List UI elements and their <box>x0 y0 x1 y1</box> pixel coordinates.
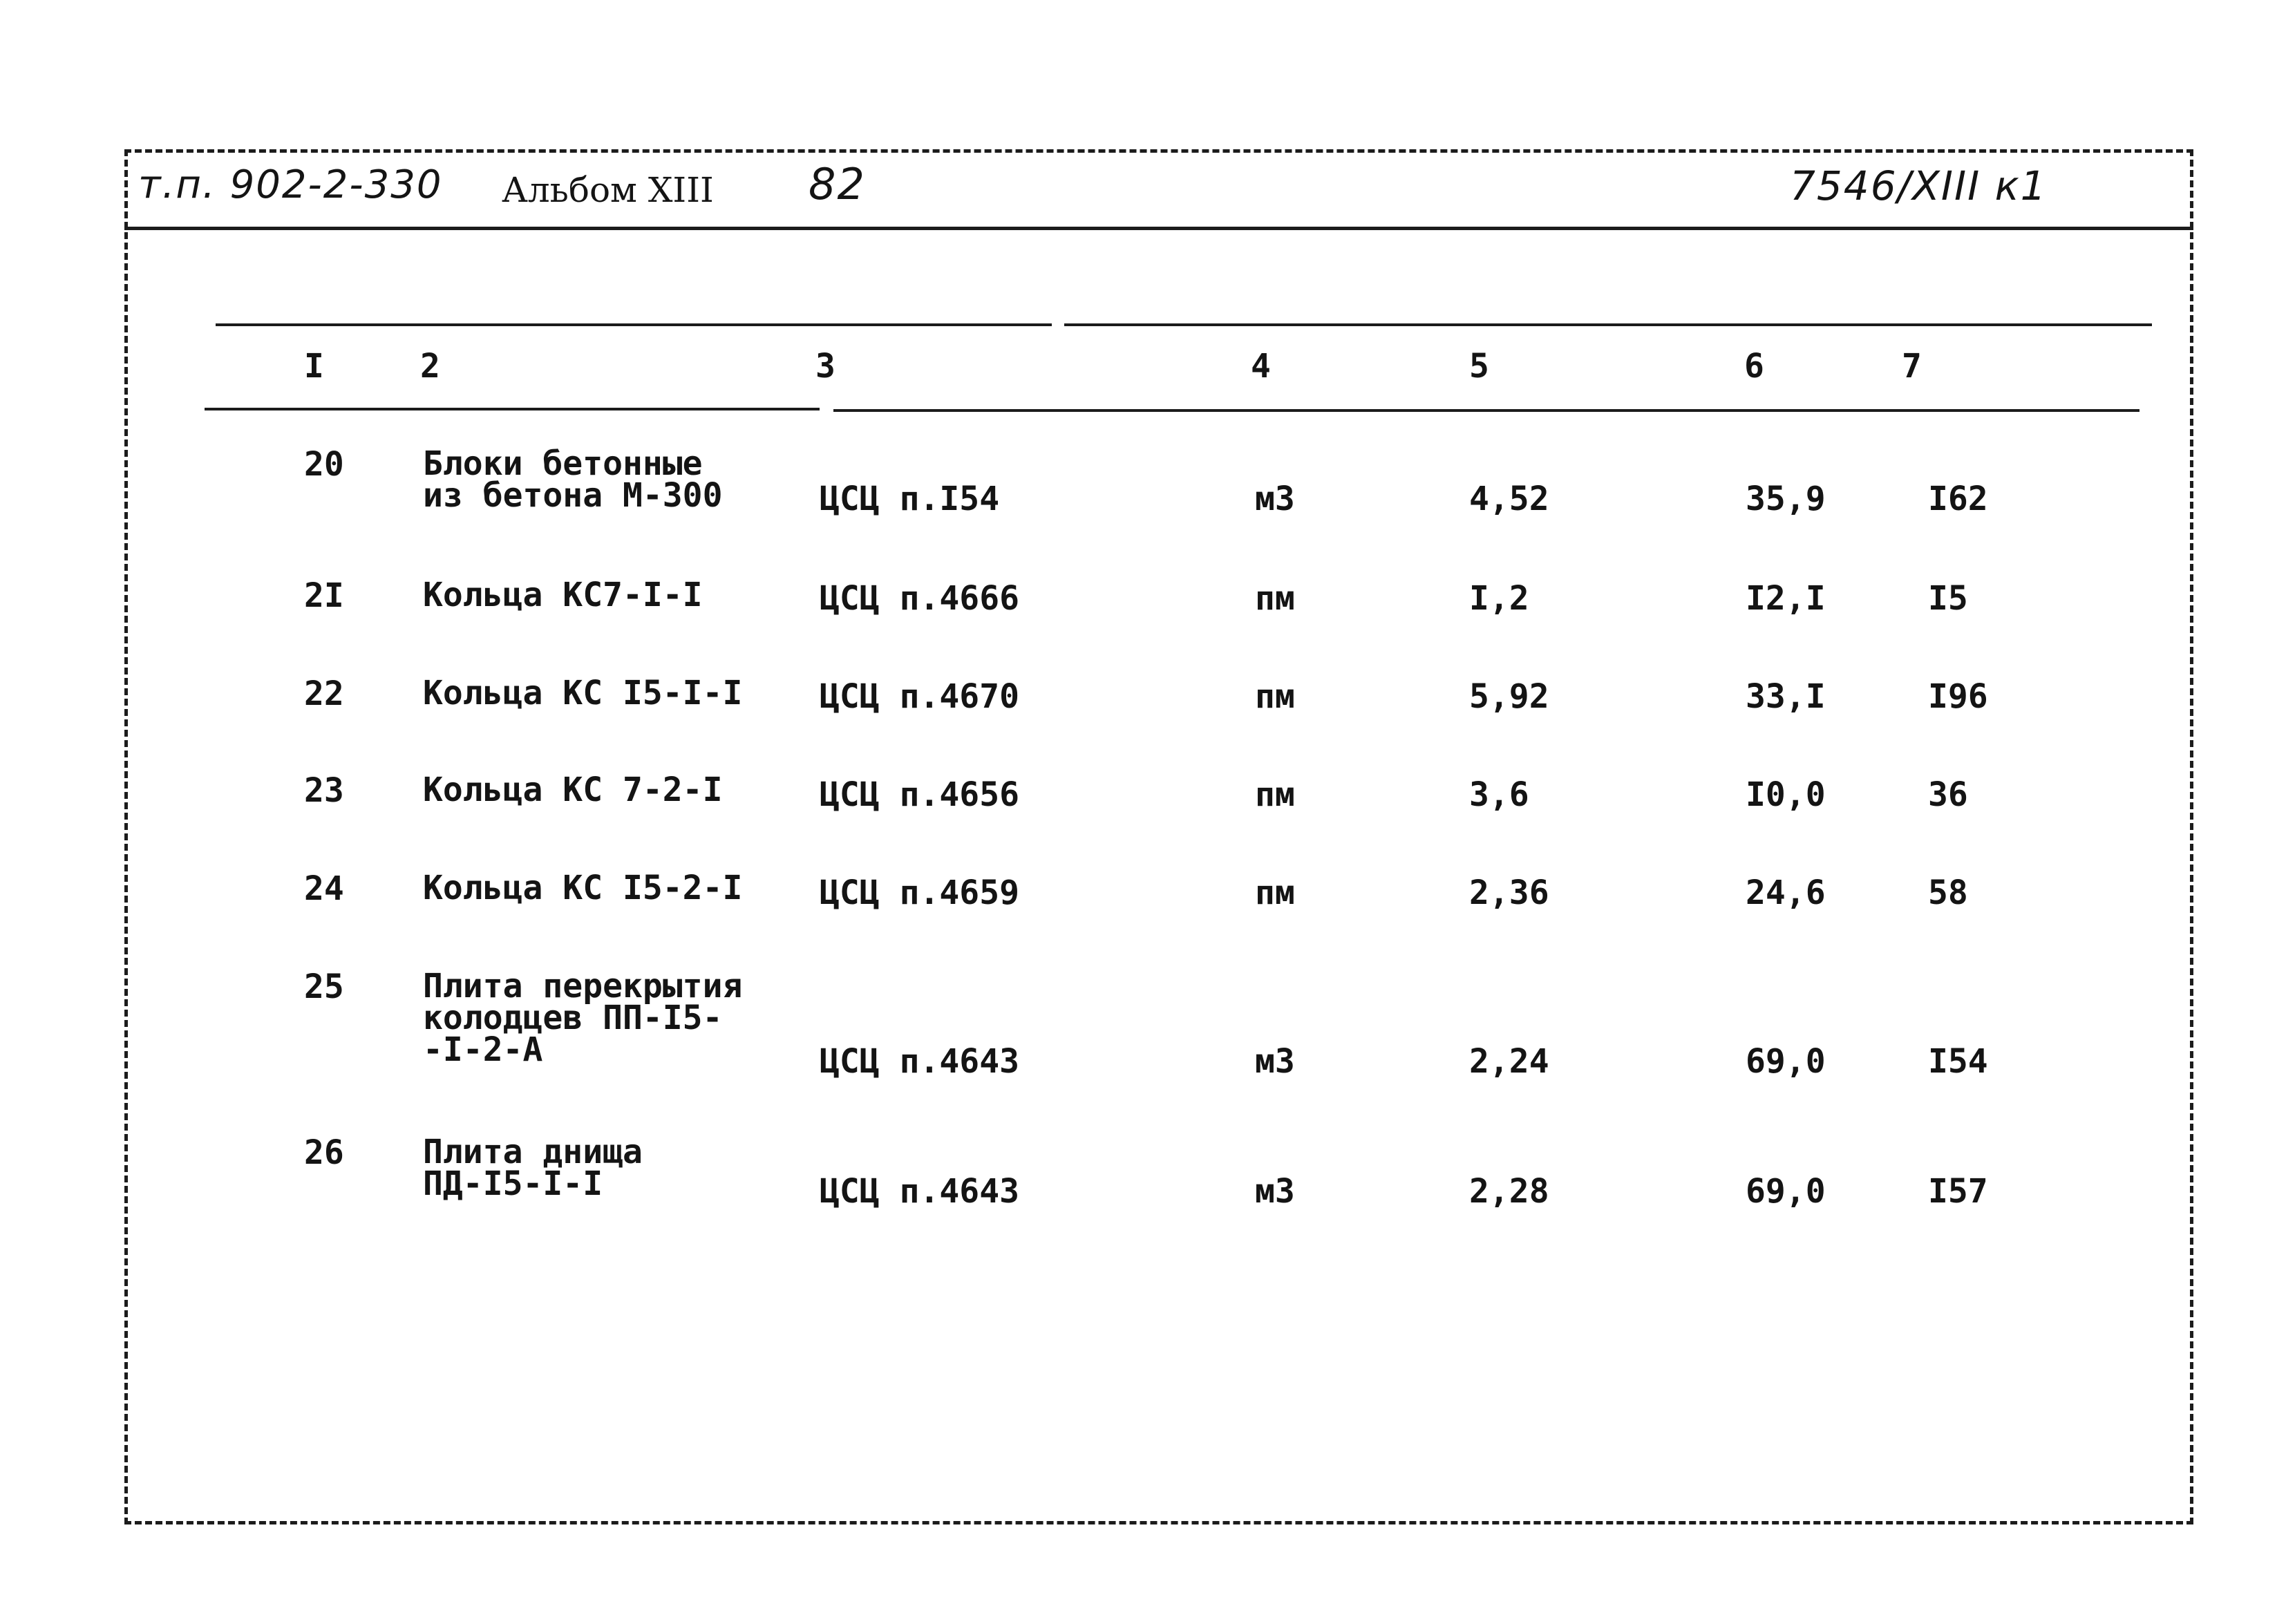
cell-unit: м3 <box>1255 1172 1295 1211</box>
cell-name: Кольца КС7-I-I <box>423 576 703 614</box>
cell-total: I54 <box>1928 1042 1988 1081</box>
cell-ref: ЦСЦ п.I54 <box>820 480 1000 518</box>
cell-ref: ЦСЦ п.4656 <box>820 775 1019 814</box>
sheet-number: 82 <box>809 159 866 209</box>
cell-ref: ЦСЦ п.4643 <box>820 1172 1019 1211</box>
cell-qty: 2,36 <box>1469 874 1549 912</box>
cell-qty: 2,24 <box>1469 1042 1549 1081</box>
document-code: т.п. 902-2-330 <box>138 162 443 207</box>
cell-qty: 4,52 <box>1469 480 1549 518</box>
cell-num: 25 <box>304 967 344 1006</box>
cell-ref: ЦСЦ п.4659 <box>820 874 1019 912</box>
cell-ref: ЦСЦ п.4670 <box>820 677 1019 716</box>
cell-num: 26 <box>304 1133 344 1172</box>
cell-unit: пм <box>1255 775 1295 814</box>
cell-total: I96 <box>1928 677 1988 716</box>
cell-total: I57 <box>1928 1172 1988 1211</box>
cell-total: I62 <box>1928 480 1988 518</box>
album-label: Альбом XIII <box>502 170 714 210</box>
column-header: 6 <box>1744 347 1764 386</box>
cell-name: Кольца КС 7-2-I <box>423 771 723 809</box>
cell-price: 69,0 <box>1746 1042 1826 1081</box>
table-top-rule <box>1064 323 2152 326</box>
cell-unit: м3 <box>1255 1042 1295 1081</box>
cell-num: 23 <box>304 771 344 810</box>
cell-qty: 5,92 <box>1469 677 1549 716</box>
cell-total: I5 <box>1928 579 1968 618</box>
cell-qty: 3,6 <box>1469 775 1529 814</box>
header-rule <box>124 227 2193 230</box>
column-header: 7 <box>1902 347 1922 386</box>
cell-unit: пм <box>1255 677 1295 716</box>
table-header-rule <box>205 408 820 410</box>
cell-name: Блоки бетонные из бетона М-300 <box>423 444 723 515</box>
column-header: 3 <box>815 347 835 386</box>
cell-num: 22 <box>304 674 344 713</box>
column-header: I <box>304 347 324 386</box>
table-top-rule <box>216 323 1052 326</box>
cell-ref: ЦСЦ п.4643 <box>820 1042 1019 1081</box>
cell-unit: пм <box>1255 874 1295 912</box>
column-header: 4 <box>1251 347 1271 386</box>
cell-name: Кольца КС I5-I-I <box>423 674 743 712</box>
cell-num: 20 <box>304 445 344 484</box>
cell-price: I2,I <box>1746 579 1826 618</box>
inventory-number: 7546/XIII к1 <box>1790 162 2048 209</box>
cell-unit: пм <box>1255 579 1295 618</box>
column-header: 5 <box>1469 347 1489 386</box>
cell-ref: ЦСЦ п.4666 <box>820 579 1019 618</box>
cell-unit: м3 <box>1255 480 1295 518</box>
cell-total: 58 <box>1928 874 1968 912</box>
cell-name: Плита перекрытия колодцев ПП-I5- -I-2-А <box>423 967 743 1069</box>
cell-num: 2I <box>304 576 344 615</box>
cell-total: 36 <box>1928 775 1968 814</box>
table-header-rule <box>833 409 2139 412</box>
column-header: 2 <box>420 347 440 386</box>
cell-name: Плита днища ПД-I5-I-I <box>423 1133 643 1203</box>
cell-price: I0,0 <box>1746 775 1826 814</box>
cell-price: 69,0 <box>1746 1172 1826 1211</box>
cell-price: 33,I <box>1746 677 1826 716</box>
cell-price: 35,9 <box>1746 480 1826 518</box>
cell-name: Кольца КС I5-2-I <box>423 869 743 907</box>
cell-num: 24 <box>304 869 344 908</box>
cell-qty: 2,28 <box>1469 1172 1549 1211</box>
cell-qty: I,2 <box>1469 579 1529 618</box>
cell-price: 24,6 <box>1746 874 1826 912</box>
